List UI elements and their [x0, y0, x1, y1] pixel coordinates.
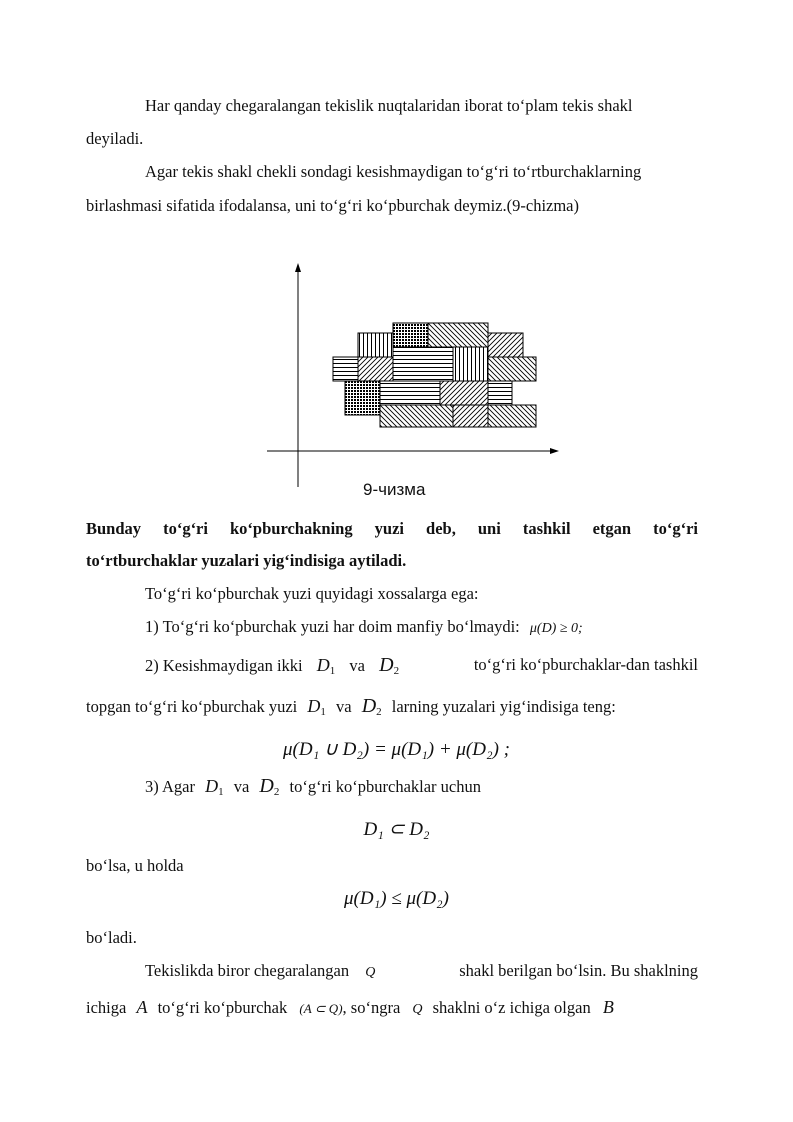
q-symbol: Q: [412, 1002, 423, 1017]
rect: [428, 323, 488, 347]
rect: [453, 347, 488, 381]
d2-symbol: $D_2$: [259, 775, 280, 798]
va-word: va: [335, 697, 352, 716]
rect: [453, 405, 488, 427]
paragraph-6-text-d: to‘g‘ri ko‘pburchak: [157, 998, 288, 1017]
property-2-text-d: larning yuzalari yig‘indisiga teng:: [391, 697, 616, 716]
then-line: bo‘lsa, u holda: [86, 856, 184, 875]
property-1-text: 1) To‘g‘ri ko‘pburchak yuzi har doim manfiy bo‘lmaydi:: [145, 617, 520, 636]
rect: [488, 333, 523, 357]
y-axis-arrow: [295, 263, 301, 272]
property-3-text-b: to‘g‘ri ko‘pburchaklar uchun: [289, 777, 481, 796]
formula-monotonic: μ(D₁) ≤ μ(D₂): [344, 888, 449, 909]
rect: [333, 357, 358, 381]
paragraph-6-text-a: Tekislikda biror chegaralangan: [145, 961, 350, 980]
rect: [393, 323, 428, 347]
d2-symbol: $D_2$: [379, 654, 400, 677]
figure-caption: 9-чизма: [363, 480, 426, 499]
d1-symbol: $D_1$: [205, 776, 224, 798]
d1-symbol: $D_1$: [316, 655, 336, 677]
property-1: [145, 617, 583, 639]
rect: [488, 405, 536, 427]
definition-line-2: to‘rtburchaklar yuzalari yig‘indisiga aytiladi.: [86, 551, 407, 570]
va-word: va: [349, 656, 365, 675]
rect: [488, 381, 512, 405]
rect: [393, 347, 453, 381]
b-symbol: B: [602, 997, 614, 1017]
formula-subset: D₁ ⊂ D₂: [363, 819, 430, 840]
property-2-text-c: topgan to‘g‘ri ko‘pburchak yuzi: [86, 697, 298, 716]
va-word: va: [233, 777, 250, 796]
rect: [345, 381, 380, 415]
rect: [380, 405, 453, 427]
property-2-line-1: [145, 655, 698, 681]
paragraph-6-text-b: shakl berilgan bo‘lsin. Bu shaklning: [459, 961, 698, 980]
properties-intro: To‘g‘ri ko‘pburchak yuzi quyidagi xossalarga ega:: [145, 584, 479, 603]
paragraph-2-line-1: Agar tekis shakl chekli sondagi kesishmaydigan to‘g‘ri to‘rtburchaklarning: [145, 162, 642, 181]
property-2-text-b: to‘g‘ri ko‘pburchaklar-dan tashkil: [473, 655, 698, 674]
figure-9-diagram: [255, 255, 575, 500]
a-subset-q-formula: (A ⊂ Q): [299, 1001, 343, 1016]
property-2-line-2: [86, 696, 616, 722]
rect: [488, 357, 536, 381]
property-1-formula: μ(D) ≥ 0;: [529, 621, 583, 636]
paragraph-6-line-1: [145, 961, 698, 983]
becomes-line: bo‘ladi.: [86, 928, 137, 947]
d1-symbol: $D_1$: [307, 696, 326, 718]
property-2-text-a: 2) Kesishmaydigan ikki: [145, 656, 303, 675]
paragraph-6-text-f: shaklni o‘z ichiga olgan: [432, 998, 591, 1017]
rect: [358, 357, 393, 381]
paragraph-1-line-2: deyiladi.: [86, 129, 144, 148]
paragraph-6-text-c: ichiga: [86, 998, 127, 1017]
paragraph-2-line-2: birlashmasi sifatida ifodalansa, uni to‘g‘ri ko‘pburchak deymiz.(9-chizma): [86, 196, 580, 215]
paragraph-6-line-2: [86, 997, 614, 1020]
definition-line-1: Bunday to‘g‘ri ko‘pburchakning yuzi deb, uni tashkil etgan to‘g‘ri: [86, 519, 698, 538]
d2-symbol: $D_2$: [361, 695, 382, 718]
formula-additivity: μ(D₁ ∪ D₂) = μ(D₁) + μ(D₂) ;: [282, 739, 510, 760]
rect: [358, 333, 393, 357]
q-symbol: Q: [365, 965, 376, 980]
rect: [440, 381, 488, 405]
property-3-text-a: 3) Agar: [145, 777, 195, 796]
rect: [380, 381, 440, 405]
paragraph-1-line-1: Har qanday chegaralangan tekislik nuqtalaridan iborat to‘plam tekis shakl: [145, 96, 633, 115]
paragraph-6-text-e: , so‘ngra: [342, 998, 401, 1017]
x-axis-arrow: [550, 448, 559, 454]
a-symbol: A: [136, 997, 148, 1017]
property-3-line: [145, 776, 481, 802]
